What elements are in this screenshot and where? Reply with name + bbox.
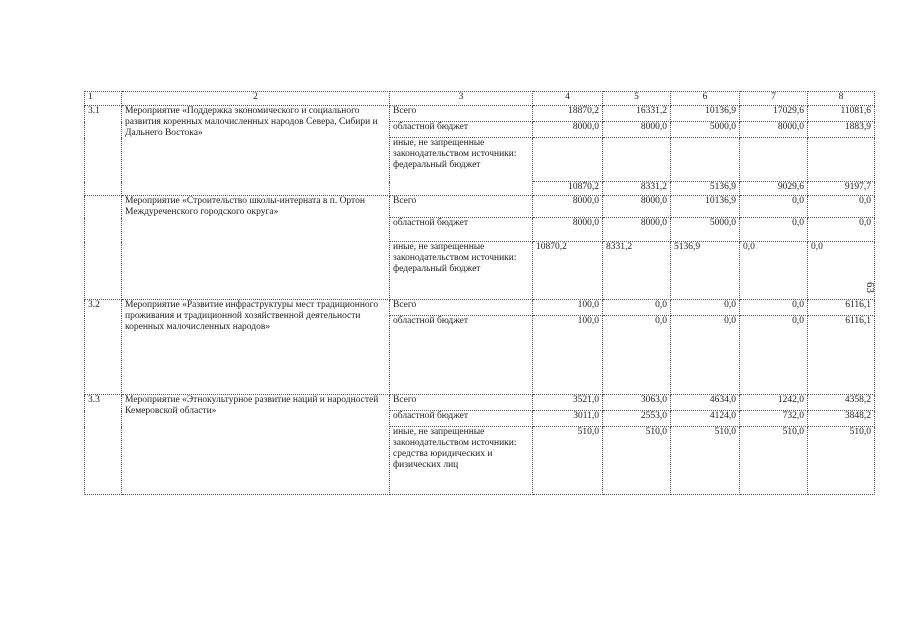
value-cell: 100,0 xyxy=(533,316,603,395)
value-cell: 510,0 xyxy=(740,427,808,495)
value-cell xyxy=(740,138,808,182)
table-row xyxy=(85,106,875,122)
budget-table xyxy=(84,91,875,495)
funding-source-text: федеральный бюджет xyxy=(393,160,481,170)
header-col-4: 4 xyxy=(533,92,603,106)
value-cell: 0,0 xyxy=(740,218,808,242)
value-cell: 10136,9 xyxy=(671,106,740,122)
value-cell xyxy=(671,138,740,182)
value-cell: 10870,2 xyxy=(533,182,603,196)
value-cell: 0,0 xyxy=(808,218,875,242)
header-col-7: 7 xyxy=(740,92,808,106)
funding-source: областной бюджет xyxy=(390,316,533,395)
table-row xyxy=(85,300,875,316)
funding-source: иные, не запрещенные законодательством источники: федеральный бюджет xyxy=(390,242,533,300)
value-cell: 10136,9 xyxy=(671,196,740,218)
value-cell: 0,0 xyxy=(808,242,875,300)
value-cell: 16331,2 xyxy=(603,106,671,122)
value-cell: 8000,0 xyxy=(533,122,603,138)
value-cell: 8000,0 xyxy=(603,218,671,242)
funding-source: Всего xyxy=(390,395,533,411)
value-cell: 8331,2 xyxy=(603,182,671,196)
value-cell: 8331,2 xyxy=(603,242,671,300)
value-cell: 8000,0 xyxy=(603,122,671,138)
value-cell: 5000,0 xyxy=(671,122,740,138)
value-cell: 5136,9 xyxy=(671,182,740,196)
value-cell: 4124,0 xyxy=(671,411,740,427)
funding-source: областной бюджет xyxy=(390,122,533,138)
table-row xyxy=(85,196,875,218)
funding-source xyxy=(390,138,533,196)
value-cell: 0,0 xyxy=(671,316,740,395)
activity-name: Мероприятие «Этнокультурное развитие наций и народностей Кемеровской области» xyxy=(122,395,390,495)
value-cell: 0,0 xyxy=(740,300,808,316)
value-cell: 3063,0 xyxy=(603,395,671,411)
row-number xyxy=(85,196,122,300)
value-cell: 18870,2 xyxy=(533,106,603,122)
value-cell: 8000,0 xyxy=(740,122,808,138)
header-col-1: 1 xyxy=(85,92,122,106)
value-cell: 0,0 xyxy=(808,196,875,218)
funding-source: областной бюджет xyxy=(390,218,533,242)
activity-name: Мероприятие «Строительство школы-интерната в п. Ортон Междуреченского городского округа» xyxy=(122,196,390,300)
value-cell: 732,0 xyxy=(740,411,808,427)
value-cell: 8000,0 xyxy=(533,218,603,242)
value-cell: 0,0 xyxy=(603,316,671,395)
value-cell: 3011,0 xyxy=(533,411,603,427)
value-cell: 1883,9 xyxy=(808,122,875,138)
value-cell: 4634,0 xyxy=(671,395,740,411)
value-cell: 11081,6 xyxy=(808,106,875,122)
header-col-6: 6 xyxy=(671,92,740,106)
value-cell: 100,0 xyxy=(533,300,603,316)
header-row xyxy=(85,92,875,106)
row-number: 3.2 xyxy=(85,300,122,395)
value-cell: 9029,6 xyxy=(740,182,808,196)
funding-source: иные, не запрещенные законодательством источники: средства юридических и физических лиц xyxy=(390,427,533,495)
page-number: 63 xyxy=(864,282,876,293)
value-cell: 1242,0 xyxy=(740,395,808,411)
row-number: 3.1 xyxy=(85,106,122,196)
value-cell: 3521,0 xyxy=(533,395,603,411)
value-cell xyxy=(808,138,875,182)
value-cell: 9197,7 xyxy=(808,182,875,196)
value-cell: 5136,9 xyxy=(671,242,740,300)
header-col-2: 2 xyxy=(122,92,390,106)
header-col-8: 8 xyxy=(808,92,875,106)
header-col-5: 5 xyxy=(603,92,671,106)
value-cell: 4358,2 xyxy=(808,395,875,411)
table-row xyxy=(85,395,875,411)
value-cell: 0,0 xyxy=(671,300,740,316)
value-cell: 2553,0 xyxy=(603,411,671,427)
value-cell: 17029,6 xyxy=(740,106,808,122)
value-cell: 0,0 xyxy=(740,316,808,395)
funding-source: Всего xyxy=(390,106,533,122)
activity-name: Мероприятие «Поддержка экономического и социального развития коренных малочисленных народов Севера, Сибири и Дальнего Востока» xyxy=(122,106,390,196)
value-cell: 3848,2 xyxy=(808,411,875,427)
funding-source-text: иные, не запрещенные законодательством источники: xyxy=(393,138,517,159)
activity-name: Мероприятие «Развитие инфраструктуры мест традиционного проживания и традиционной хозяйственной деятельности коренных малочисленных народов» xyxy=(122,300,390,395)
value-cell: 0,0 xyxy=(603,300,671,316)
value-cell xyxy=(603,138,671,182)
value-cell xyxy=(533,138,603,182)
value-cell: 8000,0 xyxy=(603,196,671,218)
funding-source: Всего xyxy=(390,300,533,316)
value-cell: 0,0 xyxy=(740,242,808,300)
value-cell: 0,0 xyxy=(740,196,808,218)
value-cell: 510,0 xyxy=(603,427,671,495)
row-number: 3.3 xyxy=(85,395,122,495)
value-cell: 6116,1 xyxy=(808,300,875,316)
value-cell: 510,0 xyxy=(808,427,875,495)
header-col-3: 3 xyxy=(390,92,533,106)
value-cell: 510,0 xyxy=(671,427,740,495)
value-cell: 6116,1 xyxy=(808,316,875,395)
value-cell: 510,0 xyxy=(533,427,603,495)
value-cell: 10870,2 xyxy=(533,242,603,300)
funding-source: Всего xyxy=(390,196,533,218)
value-cell: 5000,0 xyxy=(671,218,740,242)
value-cell: 8000,0 xyxy=(533,196,603,218)
funding-source: областной бюджет xyxy=(390,411,533,427)
